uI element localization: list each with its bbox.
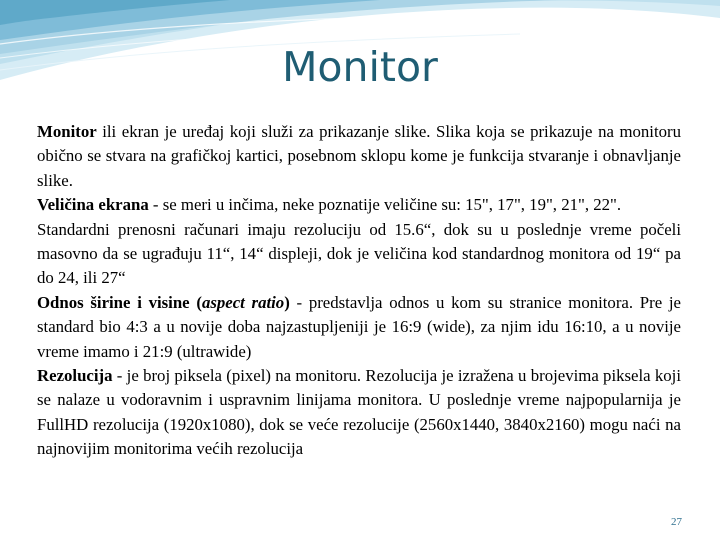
term-aspect-ratio-start: Odnos širine i visine ( <box>37 292 202 312</box>
paragraph-text: ili ekran je uređaj koji služi za prikazanje slike. Slika koja se prikazuje na monitoru obično se stvara na grafičkoj kartici, posebnom sklopu kome je funkcija stvaranje i obnavljanje slike. <box>37 122 681 190</box>
term-resolution: Rezolucija <box>37 366 113 386</box>
paragraph-screen-size <box>37 193 681 217</box>
slide-body <box>37 120 681 462</box>
paragraph-aspect-ratio <box>37 291 681 364</box>
paragraph-text: - se meri u inčima, neke poznatije veličine su: 15", 17", 19", 21", 22". <box>148 195 622 215</box>
term-screen-size: Veličina ekrana <box>37 195 149 215</box>
term-aspect-ratio-end: ) <box>284 292 290 312</box>
term-monitor: Monitor <box>37 122 97 141</box>
paragraph-text: Standardni prenosni računari imaju rezoluciju od 15.6“, dok su u poslednje vreme počeli masovno da se ugrađuju 11“, 14“ displeji, dok je veličina kod standardnog monitora od 19“ pa do 24, ili 27“ <box>37 219 681 288</box>
paragraph-monitor <box>37 120 681 193</box>
paragraph-text: - predstavlja odnos u kom su stranice monitora. Pre je standard bio 4:3 a u novije doba najzastupljeniji je 16:9 (wide), za njim idu 16:10, a u novije vreme imamo i 21:9 (ultrawide) <box>37 292 681 361</box>
page-number: 27 <box>671 516 682 528</box>
paragraph-text: - je broj piksela (pixel) na monitoru. Rezolucija je izražena u brojevima piksela koji se nalaze u vodoravnim i uspravnim linijama monitora. U poslednje vreme najpopularnija je FullHD rezolucija (1920x1080), dok se veće rezolucije (2560x1440, 3840x2160) mogu naći na najnovijim monitorima većih rezolucija <box>37 366 681 459</box>
term-aspect-ratio <box>37 293 290 312</box>
paragraph-resolution <box>37 364 681 462</box>
paragraph-laptop-resolution <box>37 218 681 291</box>
term-aspect-ratio-italic: aspect ratio <box>201 292 285 312</box>
slide-title: Monitor <box>282 43 438 91</box>
